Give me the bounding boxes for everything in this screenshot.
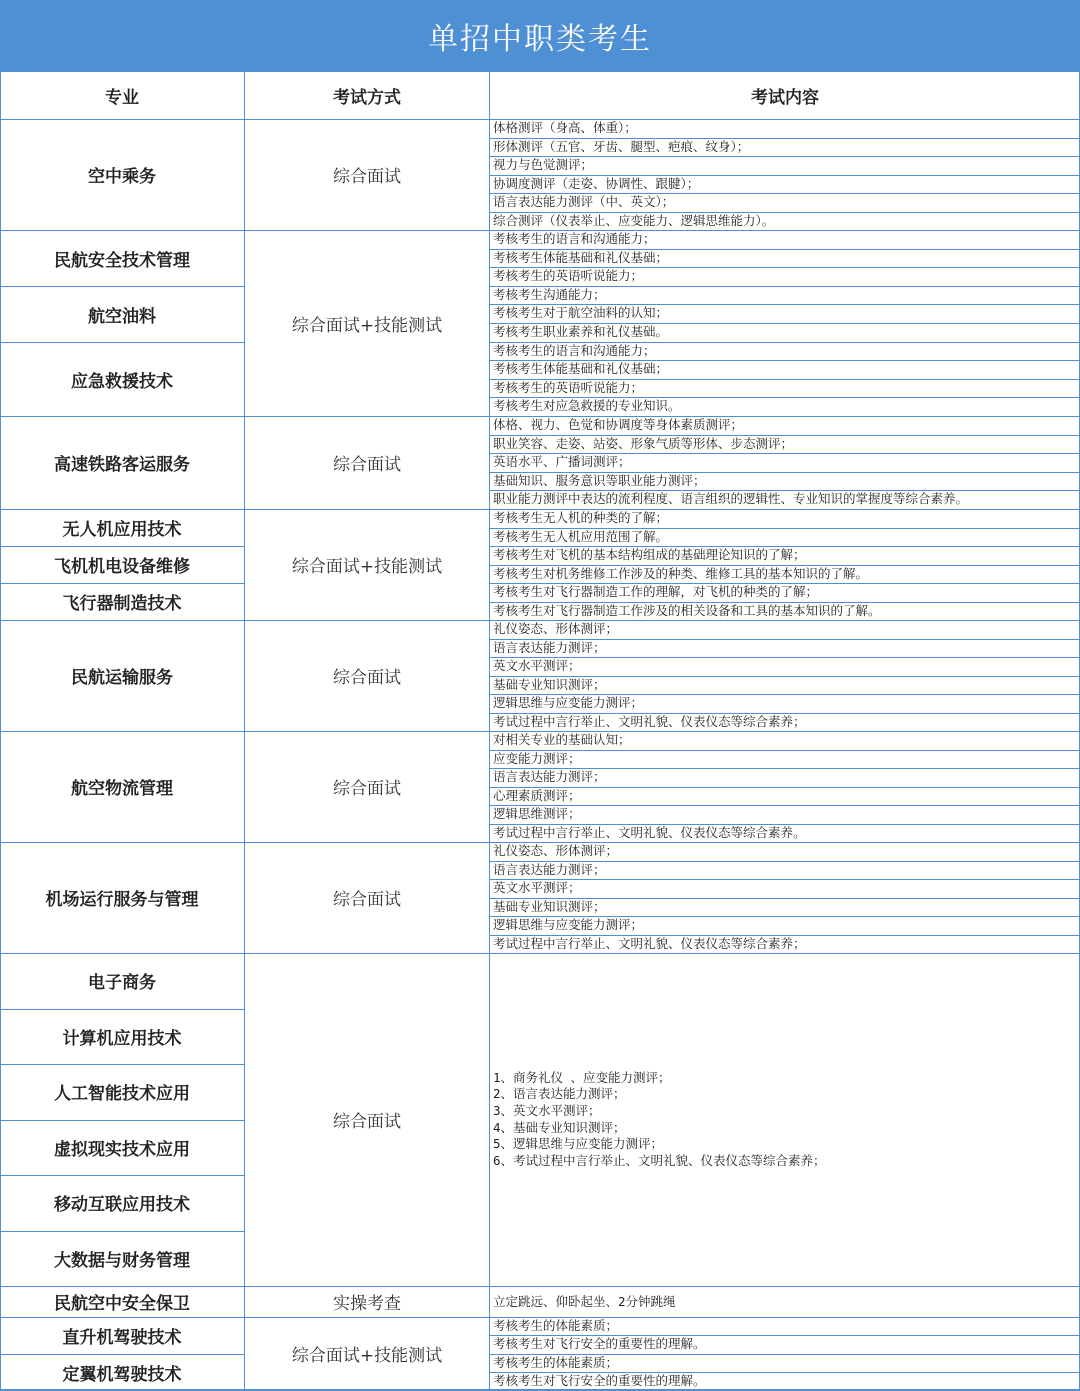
method-cell: 综合面试 [245,731,490,842]
content-line: 考核考生沟通能力； [493,286,606,302]
major-cell: 移动互联应用技术 [0,1175,245,1231]
content-block [490,953,1080,1286]
major-cell: 计算机应用技术 [0,1009,245,1065]
major-cell: 电子商务 [0,953,245,1009]
content-line: 考试过程中言行举止、文明礼貌、仪表仪态等综合素养； [493,713,806,729]
method-cell: 综合面试 [245,953,490,1286]
content-line: 考核考生对应急救援的专业知识。 [493,398,681,414]
major-cell: 应急救援技术 [0,342,245,416]
content-line: 立定跳远、仰卧起坐、2分钟跳绳 [493,1294,676,1309]
content-line: 考核考生对飞行安全的重要性的理解。 [493,1372,706,1388]
content-line: 语言表达能力测评； [493,639,606,655]
content-line: 考核考生的语言和沟通能力； [493,231,656,246]
content-line: 逻辑思维与应变能力测评； [493,917,644,932]
major-cell: 航空油料 [0,286,245,342]
content-line: 应变能力测评； [493,750,581,766]
content-line: 考核考生对飞行器制造工作的理解，对飞机的种类的了解； [493,584,819,599]
content-line: 考核考生的语言和沟通能力； [493,342,656,358]
content-line: 考核考生的体能素质； [493,1318,619,1333]
content-line: 考核考生无人机的种类的了解； [493,510,669,525]
content-line: 考核考生的英语听说能力； [493,268,644,284]
method-cell: 实操考查 [245,1286,490,1317]
method-cell: 综合面试+技能测试 [245,509,490,620]
content-line: 5、逻辑思维与应变能力测评； [493,1136,664,1152]
major-cell: 民航空中安全保卫 [0,1286,245,1317]
content-line: 考核考生无人机应用范围了解。 [493,528,669,544]
content-line: 职业笑容、走姿、站姿、形象气质等形体、步态测评； [493,435,794,451]
content-line: 职业能力测评中表达的流利程度、语言组织的逻辑性、专业知识的掌握度等综合素养。 [493,491,969,507]
content-line: 考核考生对机务维修工作涉及的种类、维修工具的基本知识的了解。 [493,565,869,581]
content-line: 考试过程中言行举止、文明礼貌、仪表仪态等综合素养； [493,935,806,951]
header-content: 考试内容 [751,88,819,108]
major-cell: 民航运输服务 [0,620,245,731]
major-cell: 飞机机电设备维修 [0,546,245,583]
content-line: 考核考生对飞机的基本结构组成的基础理论知识的了解； [493,547,806,562]
major-cell: 航空物流管理 [0,731,245,842]
content-line: 英文水平测评； [493,658,581,673]
major-cell: 高速铁路客运服务 [0,416,245,509]
content-line: 1、商务礼仪 、应变能力测评； [493,1069,671,1085]
content-line: 基础专业知识测评； [493,898,606,914]
content-line: 3、英文水平测评； [493,1102,601,1118]
major-cell: 无人机应用技术 [0,509,245,546]
major-cell: 机场运行服务与管理 [0,842,245,953]
content-line: 考核考生对飞行器制造工作涉及的相关设备和工具的基本知识的了解。 [493,602,881,618]
content-line: 基础知识、服务意识等职业能力测评； [493,472,706,488]
method-cell: 综合面试 [245,416,490,509]
method-cell: 综合面试 [245,119,490,230]
content-line: 6、考试过程中言行举止、文明礼貌、仪表仪态等综合素养； [493,1152,826,1168]
method-cell: 综合面试 [245,842,490,953]
content-line: 4、基础专业知识测评； [493,1119,626,1135]
content-line: 心理素质测评； [493,787,581,803]
content-line: 考核考生对于航空油料的认知； [493,305,669,321]
content-line: 协调度测评（走姿、协调性、跟腱）； [493,175,700,191]
content-line: 礼仪姿态、形体测评； [493,843,619,858]
content-line: 基础专业知识测评； [493,676,606,692]
content-line: 语言表达能力测评（中、英文）； [493,194,675,209]
major-cell: 人工智能技术应用 [0,1064,245,1120]
content-line: 2、语言表达能力测评； [493,1086,626,1102]
content-line: 体格测评（身高、体重）； [493,120,637,135]
major-cell: 定翼机驾驶技术 [0,1354,245,1390]
content-line: 考核考生的体能素质； [493,1354,619,1370]
content-line: 礼仪姿态、形体测评； [493,621,619,636]
content-line: 逻辑思维测评； [493,806,581,821]
content-line: 考试过程中言行举止、文明礼貌、仪表仪态等综合素养。 [493,824,806,840]
header-method: 考试方式 [245,72,490,119]
method-cell: 综合面试+技能测试 [245,230,490,416]
content-line: 体格、视力、色觉和协调度等身体素质测评； [493,417,744,432]
major-cell: 空中乘务 [0,119,245,230]
content-line: 对相关专业的基础认知； [493,732,631,747]
content-line: 英语水平、广播词测评； [493,454,631,470]
content-line: 考核考生的英语听说能力； [493,379,644,395]
content-line: 形体测评（五官、牙齿、腿型、疤痕、纹身）； [493,138,750,154]
content-line: 语言表达能力测评； [493,769,606,784]
content-line: 英文水平测评； [493,880,581,895]
method-cell: 综合面试+技能测试 [245,1317,490,1390]
content-line: 逻辑思维与应变能力测评； [493,695,644,710]
content-line: 语言表达能力测评； [493,861,606,877]
table-title-banner [0,0,1080,72]
content-line: 考核考生体能基础和礼仪基础； [493,361,669,377]
major-cell: 飞行器制造技术 [0,583,245,620]
content-line: 视力与色觉测评； [493,157,594,172]
content-line: 综合测评（仪表举止、应变能力、逻辑思维能力）。 [493,212,775,228]
major-cell: 民航安全技术管理 [0,230,245,286]
major-cell: 大数据与财务管理 [0,1231,245,1287]
table-border-left [0,72,1,1390]
exam-table [0,72,1080,1390]
header-major: 专业 [0,72,245,119]
method-cell: 综合面试 [245,620,490,731]
major-cell: 虚拟现实技术应用 [0,1120,245,1176]
table-title: 单招中职类考生 [428,22,652,57]
content-line: 考核考生对飞行安全的重要性的理解。 [493,1336,706,1352]
content-line: 考核考生体能基础和礼仪基础； [493,249,669,265]
content-line: 考核考生职业素养和礼仪基础。 [493,324,669,339]
major-cell: 直升机驾驶技术 [0,1317,245,1354]
